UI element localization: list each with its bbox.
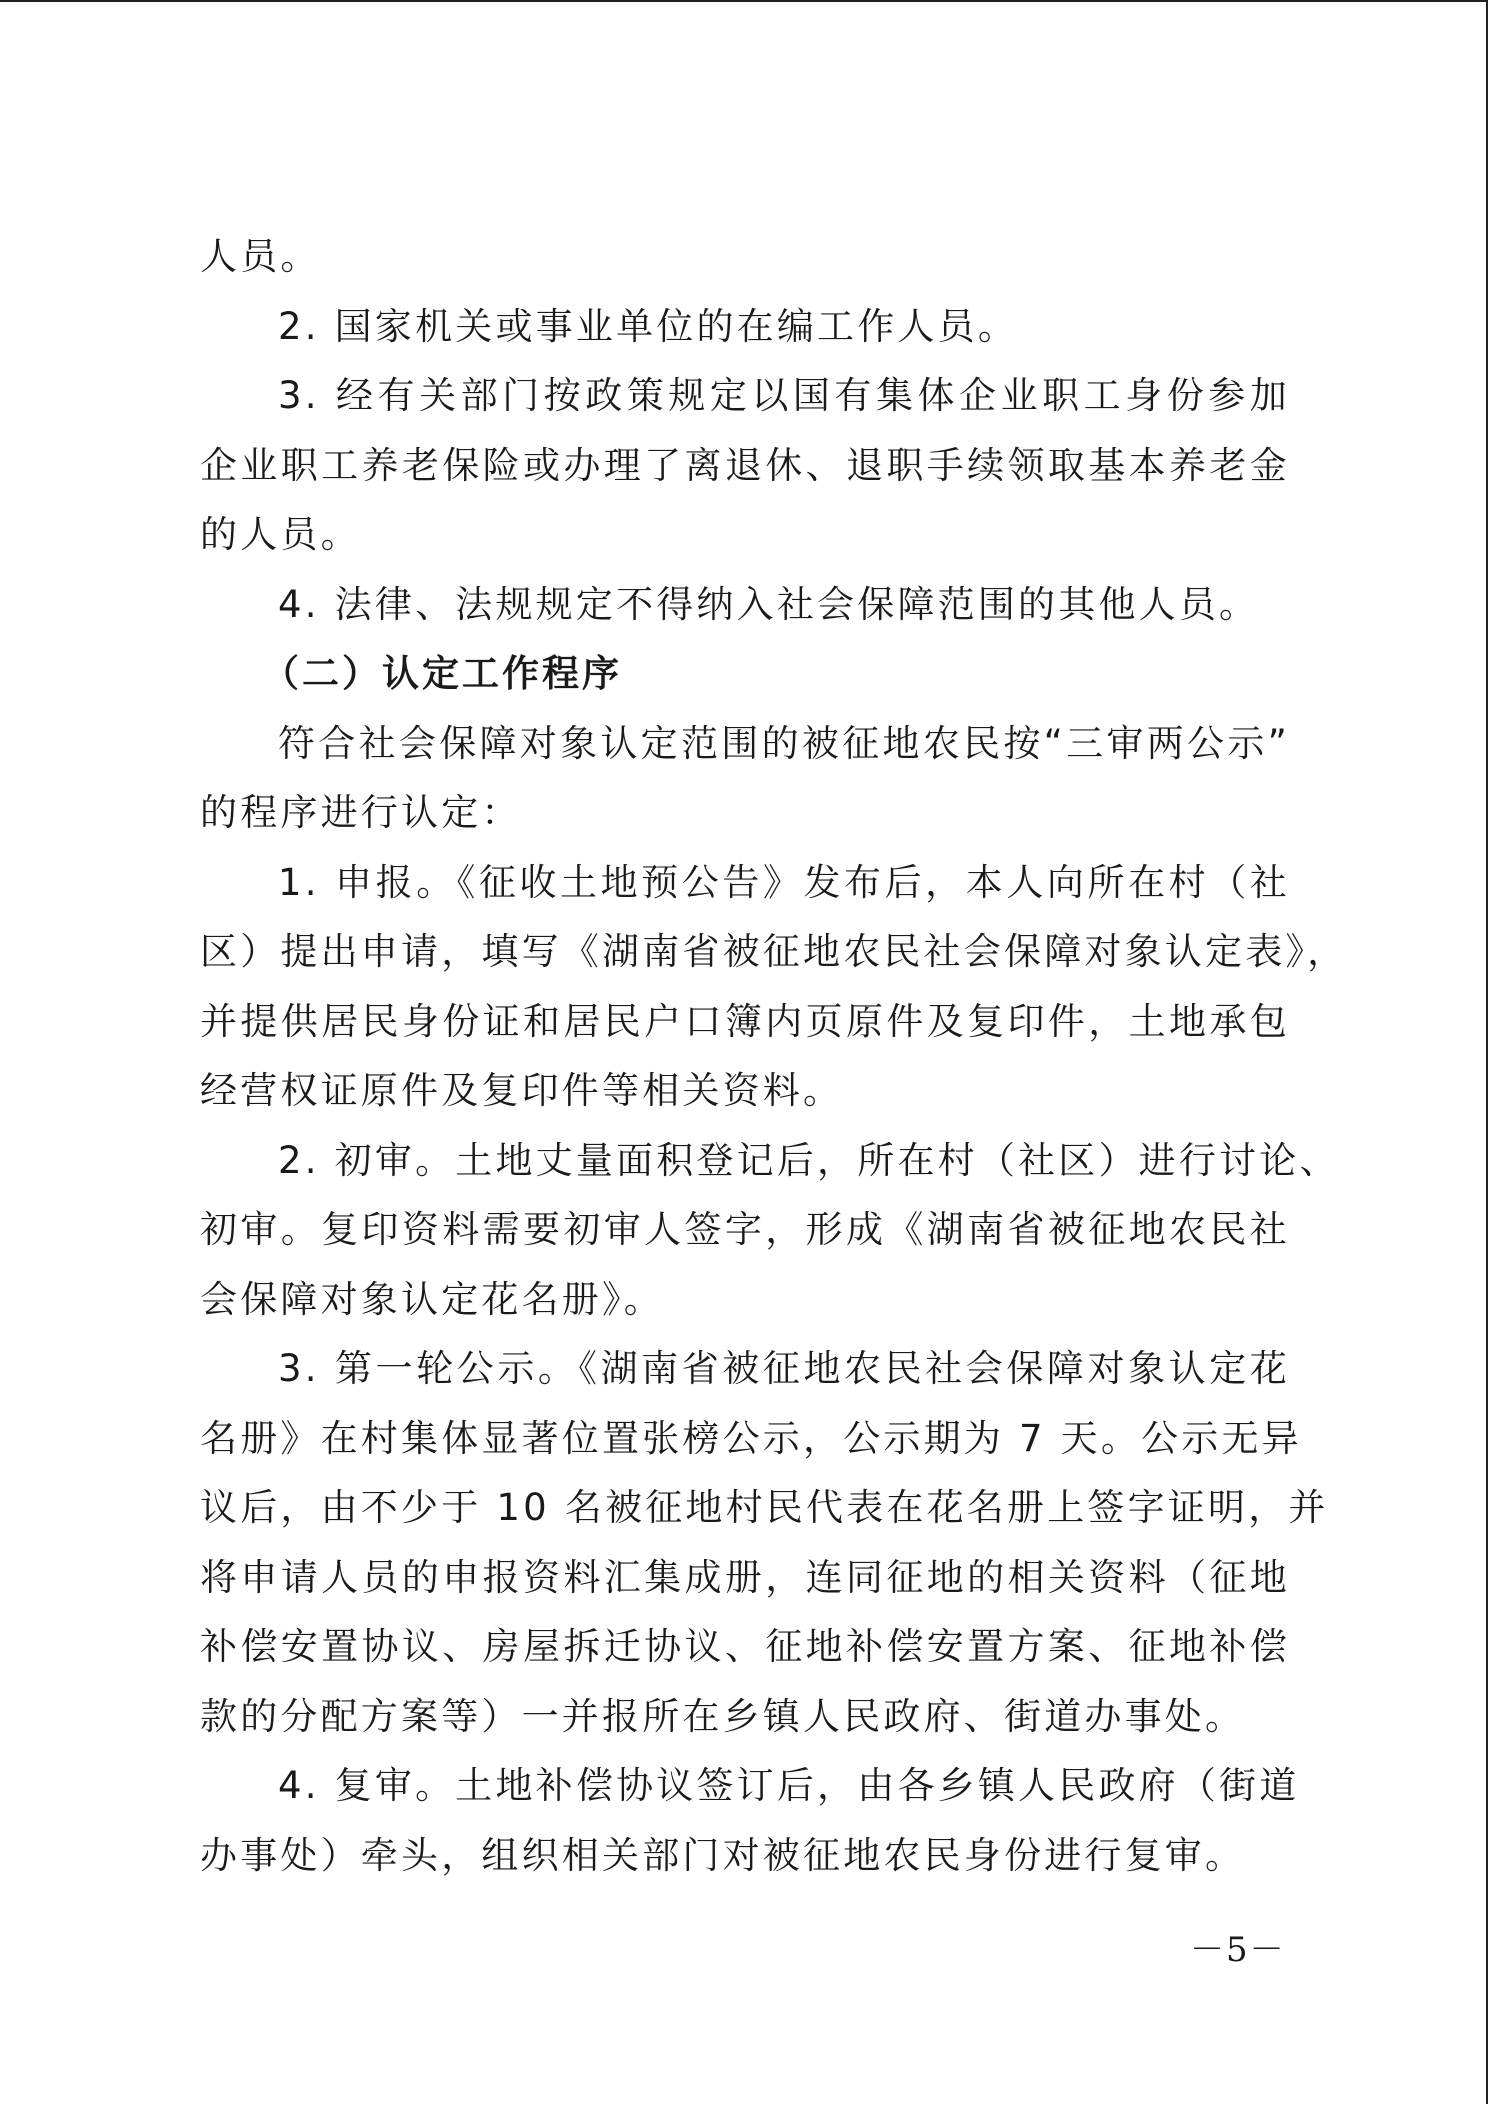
document-body	[200, 222, 1348, 1890]
text-line: 经营权证原件及复印件等相关资料。	[200, 1069, 844, 1112]
text-line: 人员。	[200, 235, 321, 278]
text-line: 的人员。	[200, 513, 361, 556]
text-line: 办事处）牵头，组织相关部门对被征地农民身份进行复审。	[200, 1833, 1246, 1877]
text-line: 初审。复印资料需要初审人签字，形成《湖南省被征地农民社	[200, 1208, 1290, 1251]
text-line: 4. 复审。土地补偿协议签订后，由各乡镇人民政府（街道	[278, 1764, 1300, 1807]
text-line: 3. 第一轮公示。《湖南省被征地农民社会保障对象认定花	[278, 1347, 1290, 1390]
text-line: 4. 法律、法规规定不得纳入社会保障范围的其他人员。	[278, 582, 1260, 626]
text-line: 3. 经有关部门按政策规定以国有集体企业职工身份参加	[278, 374, 1290, 417]
text-line: 并提供居民身份证和居民户口簿内页原件及复印件，土地承包	[200, 999, 1290, 1043]
text-line: 2. 初审。土地丈量面积登记后，所在村（社区）进行讨论、	[278, 1138, 1340, 1182]
text-line: 议后，由不少于 10 名被征地村民代表在花名册上签字证明，并	[200, 1486, 1329, 1529]
text-line: 区）提出申请，填写《湖南省被征地农民社会保障对象认定表》，	[200, 930, 1348, 973]
text-line: 1. 申报。《征收土地预公告》发布后，本人向所在村（社	[278, 860, 1290, 904]
text-line: 补偿安置协议、房屋拆迁协议、征地补偿安置方案、征地补偿	[200, 1625, 1290, 1668]
text-line: 将申请人员的申报资料汇集成册，连同征地的相关资料（征地	[200, 1555, 1290, 1599]
text-line: 名册》在村集体显著位置张榜公示，公示期为 7 天。公示无异	[200, 1416, 1302, 1460]
page-number: －5－	[1190, 1930, 1286, 1970]
text-line: 会保障对象认定花名册》。	[200, 1277, 664, 1321]
text-line: 企业职工养老保险或办理了离退休、退职手续领取基本养老金	[200, 443, 1290, 487]
text-line: 符合社会保障对象认定范围的被征地农民按“三审两公示”	[278, 721, 1290, 765]
text-line: 2. 国家机关或事业单位的在编工作人员。	[278, 304, 1019, 348]
text-line: 的程序进行认定：	[200, 791, 522, 834]
page-border-top	[0, 0, 1488, 2]
section-heading: （二）认定工作程序	[262, 652, 622, 695]
text-line: 款的分配方案等）一并报所在乡镇人民政府、街道办事处。	[200, 1694, 1246, 1738]
